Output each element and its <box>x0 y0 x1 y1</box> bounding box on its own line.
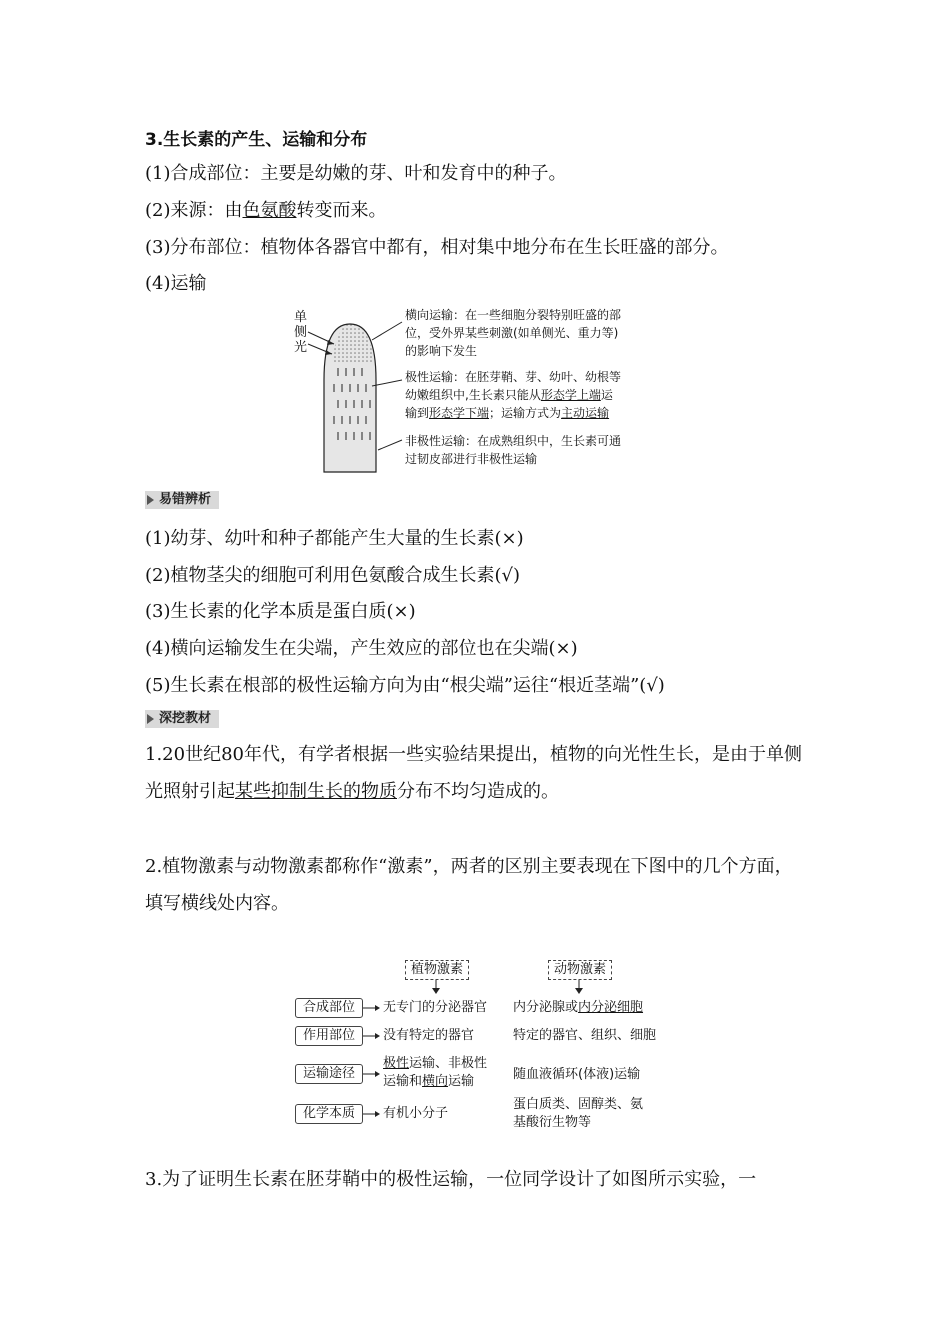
transverse-line-1: 横向运输：在一些细胞分裂特别旺盛的部 <box>405 308 622 322</box>
polar-line-3: 输到形态学下端；运输方式为主动运输 <box>405 406 610 420</box>
error-item: (5)生长素在根部的极性运输方向为由“根尖端”运往“根近茎端”(√) <box>145 675 665 696</box>
animal-chemical-2: 基酸衍生物等 <box>513 1115 592 1130</box>
coleoptile-diagram <box>290 300 420 480</box>
transverse-line-2: 位，受外界某些刺激(如单侧光、重力等) <box>405 326 619 340</box>
plant-transport-2: 运输和横向运输 <box>383 1074 475 1089</box>
distribution: (3)分布部位：植物体各器官中都有，相对集中地分布在生长旺盛的部分。 <box>145 237 729 258</box>
q1-answer: 某些抑制生长的物质 <box>235 781 397 802</box>
plant-chemical: 有机小分子 <box>383 1106 449 1121</box>
question-1: 1.20世纪80年代，有学者根据一些实验结果提出，植物的向光性生长，是由于单侧光照射引起某些抑制生长的物质分布不均匀造成的。 <box>145 744 802 802</box>
animal-synthesis: 内分泌腺或内分泌细胞 <box>513 1000 644 1015</box>
error-item: (1)幼芽、幼叶和种子都能产生大量的生长素(×) <box>145 528 524 549</box>
nonpolar-line-2: 过韧皮部进行非极性运输 <box>405 452 538 466</box>
hormone-comparison-figure <box>295 958 665 1133</box>
question-3: 3.为了证明生长素在胚芽鞘中的极性运输，一位同学设计了如图所示实验，一 <box>145 1169 757 1190</box>
synthesis-site: (1)合成部位：主要是幼嫩的芽、叶和发育中的种子。 <box>145 163 567 184</box>
section-title: 3.生长素的产生、运输和分布 <box>145 130 368 150</box>
plant-hormone-header: 植物激素 <box>405 960 469 980</box>
label-transport: 运输途径 <box>295 1064 363 1084</box>
animal-chemical-1: 蛋白质类、固醇类、氨 <box>513 1097 644 1112</box>
tag-errors: 易错辨析 <box>145 491 219 509</box>
nonpolar-line-1: 非极性运输：在成熟组织中，生长素可通 <box>405 434 622 448</box>
animal-transport: 随血液循环(体液)运输 <box>513 1067 641 1082</box>
animal-hormone-header: 动物激素 <box>548 960 612 980</box>
transverse-line-3: 的影响下发生 <box>405 344 478 358</box>
plant-transport-1: 极性运输、非极性 <box>383 1056 488 1071</box>
question-2: 2.植物激素与动物激素都称作“激素”，两者的区别主要表现在下图中的几个方面，填写横线处内容。 <box>145 856 793 914</box>
unilateral-light-label: 单侧光 <box>294 310 308 355</box>
polar-line-2: 幼嫩组织中,生长素只能从形态学上端运 <box>405 388 613 402</box>
label-synthesis-site: 合成部位 <box>295 998 363 1018</box>
animal-action: 特定的器官、组织、细胞 <box>513 1028 657 1043</box>
plant-synthesis: 无专门的分泌器官 <box>383 1000 488 1015</box>
polar-line-1: 极性运输：在胚芽鞘、芽、幼叶、幼根等 <box>405 370 622 384</box>
label-action-site: 作用部位 <box>295 1026 363 1046</box>
error-item: (4)横向运输发生在尖端，产生效应的部位也在尖端(×) <box>145 638 578 659</box>
tryptophan-answer: 色氨酸 <box>242 200 297 221</box>
label-chemical-nature: 化学本质 <box>295 1104 363 1124</box>
error-item: (3)生长素的化学本质是蛋白质(×) <box>145 601 416 622</box>
tag-textbook: 深挖教材 <box>145 710 219 728</box>
coleoptile-figure <box>290 300 670 480</box>
source: (2)来源：由色氨酸转变而来。 <box>145 200 387 221</box>
plant-action: 没有特定的器官 <box>383 1028 475 1043</box>
error-item: (2)植物茎尖的细胞可利用色氨酸合成生长素(√) <box>145 565 521 586</box>
transport-heading: (4)运输 <box>145 273 207 294</box>
